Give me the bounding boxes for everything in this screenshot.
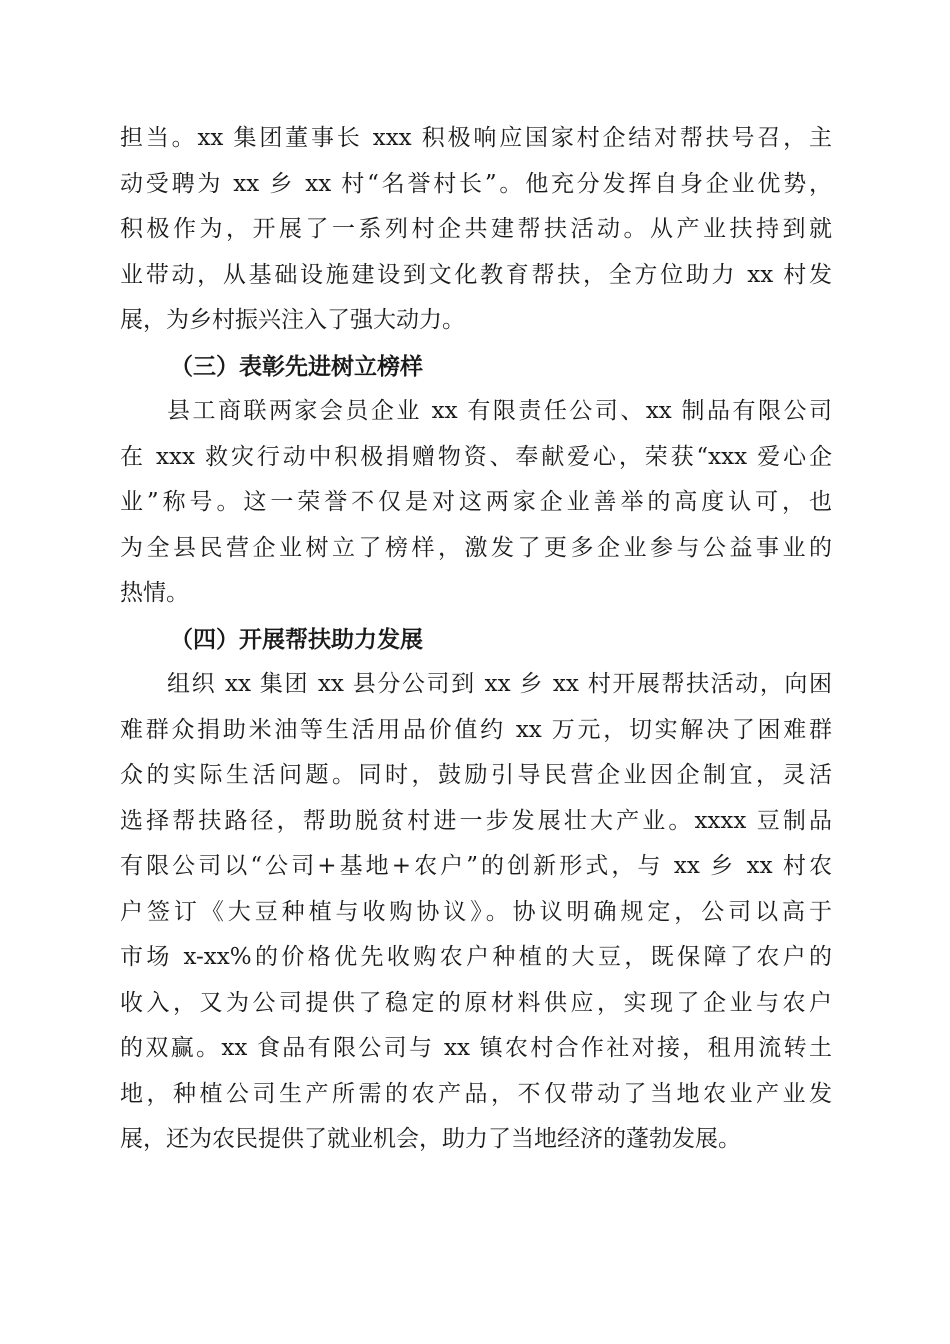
text-line: 有限公司以“公司+基地+农户”的创新形式，与 xx 乡 xx 村农 xyxy=(120,853,832,879)
text-line: 收入，又为公司提供了稳定的原材料供应，实现了企业与农户 xyxy=(120,989,832,1016)
paragraph-assistance xyxy=(120,662,832,1163)
text-line: 市场 x-xx%的价格优先收购农户种植的大豆，既保障了农户的 xyxy=(120,944,832,970)
text-line: 展，还为农民提供了就业机会，助力了当地经济的蓬勃发展。 xyxy=(120,1126,741,1152)
text-line: 众的实际生活问题。同时，鼓励引导民营企业因企制宜，灵活 xyxy=(120,762,832,788)
section-heading-four: （四）开展帮扶助力发展 xyxy=(170,625,423,653)
text-line: 选择帮扶路径，帮助脱贫村进一步发展壮大产业。xxxx 豆制品 xyxy=(120,807,832,834)
text-line: 业”称号。这一荣誉不仅是对这两家企业善举的高度认可，也 xyxy=(120,489,832,515)
text-line: 积极作为，开展了一系列村企共建帮扶活动。从产业扶持到就 xyxy=(120,216,832,242)
text-line: 在 xxx 救灾行动中积极捐赠物资、奉献爱心，荣获“xxx 爱心企 xyxy=(120,443,832,470)
text-line: 为全县民营企业树立了榜样，激发了更多企业参与公益事业的 xyxy=(120,534,832,561)
text-line: 组织 xx 集团 xx 县分公司到 xx 乡 xx 村开展帮扶活动，向困 xyxy=(167,671,832,697)
paragraph-commendation xyxy=(120,389,832,617)
text-line: 难群众捐助米油等生活用品价值约 xx 万元，切实解决了困难群 xyxy=(120,716,832,743)
paragraph-village-partnership xyxy=(120,116,832,344)
text-line: 展，为乡村振兴注入了强大动力。 xyxy=(120,307,465,333)
text-line: 县工商联两家会员企业 xx 有限责任公司、xx 制品有限公司 xyxy=(167,398,832,424)
text-line: 户签订《大豆种植与收购协议》。协议明确规定，公司以高于 xyxy=(120,898,832,925)
text-line: 热情。 xyxy=(120,580,189,606)
text-line: 的双赢。xx 食品有限公司与 xx 镇农村合作社对接，租用流转土 xyxy=(120,1035,832,1061)
text-line: 地，种植公司生产所需的农产品，不仅带动了当地农业产业发 xyxy=(120,1080,832,1107)
section-heading-three: （三）表彰先进树立榜样 xyxy=(170,352,423,380)
text-line: 动受聘为 xx 乡 xx 村“名誉村长”。他充分发挥自身企业优势， xyxy=(120,170,832,197)
document-body xyxy=(120,116,832,1163)
text-line: 业带动，从基础设施建设到文化教育帮扶，全方位助力 xx 村发 xyxy=(120,261,832,288)
text-line: 担当。xx 集团董事长 xxx 积极响应国家村企结对帮扶号召，主 xyxy=(120,125,832,151)
